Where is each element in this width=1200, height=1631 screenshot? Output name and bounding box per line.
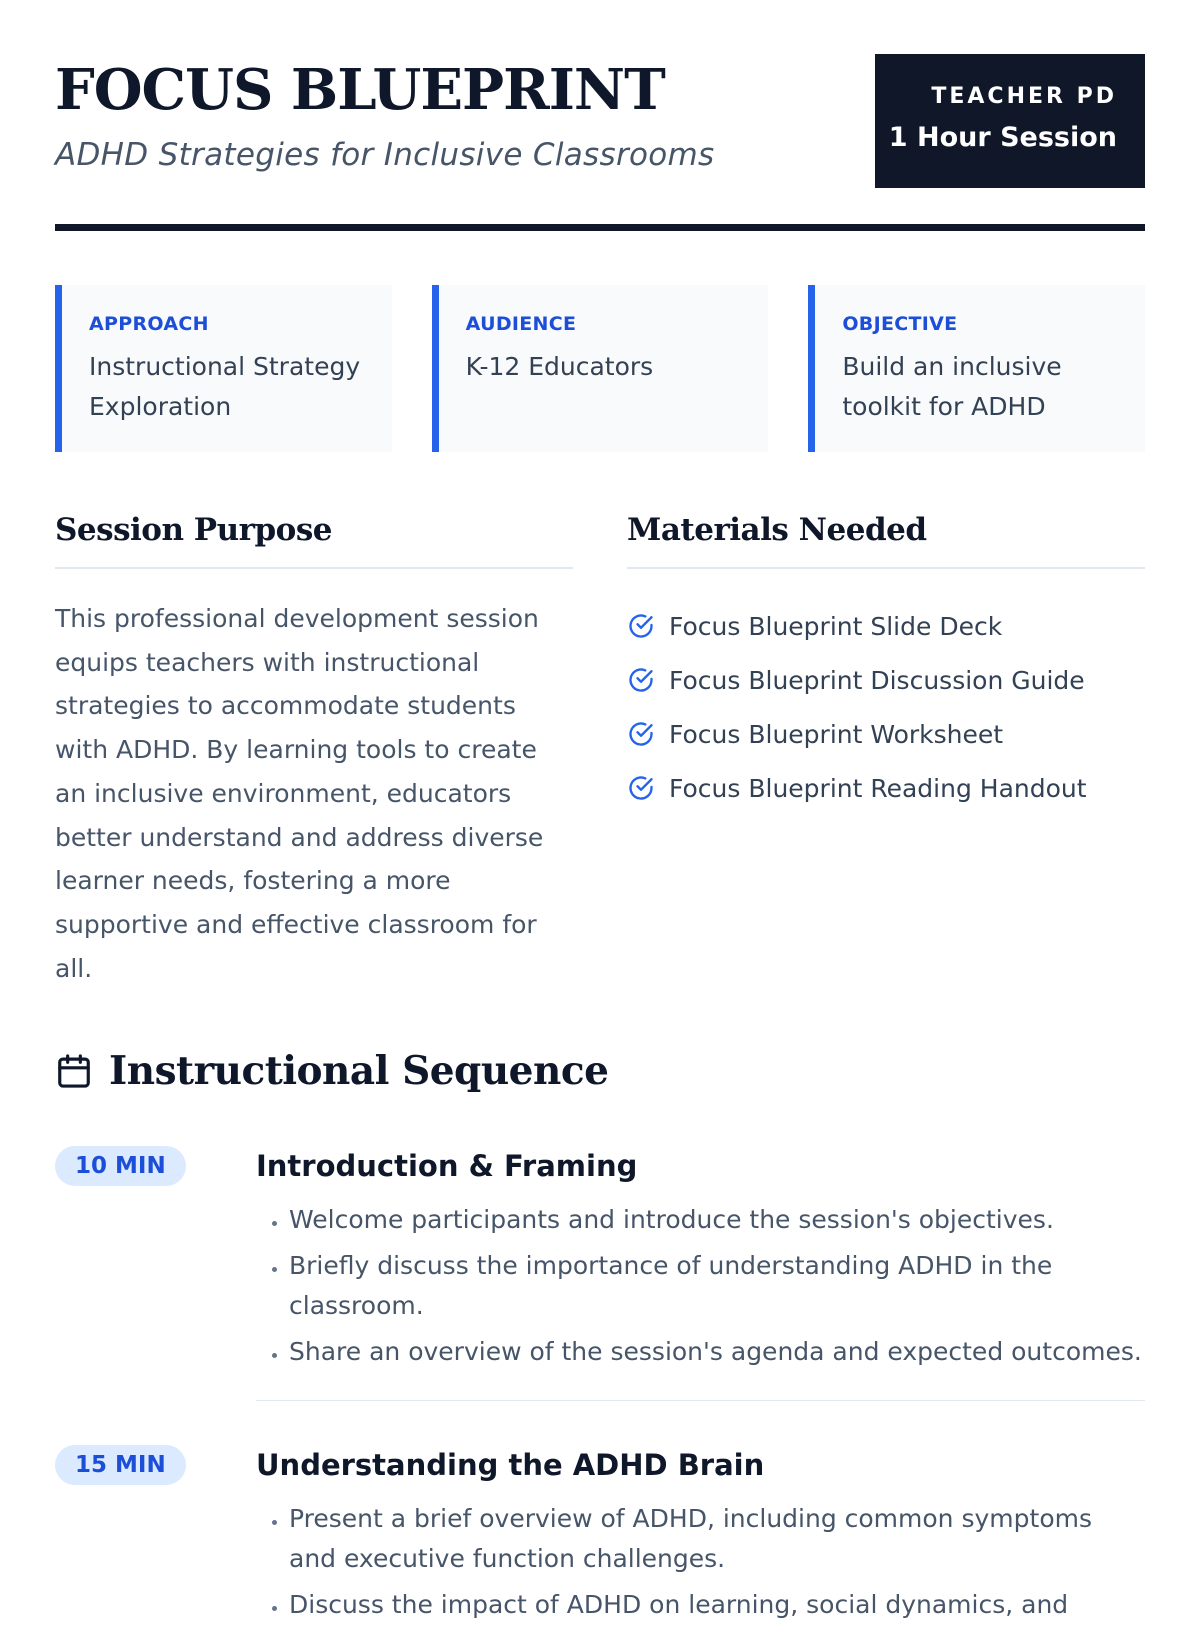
- list-item: • Discuss the impact of ADHD on learning, social dynamics, and: [289, 1585, 1145, 1625]
- header: [55, 54, 1145, 188]
- step-duration-column: [55, 1437, 256, 1631]
- card-value: K-12 Educators: [465, 352, 654, 381]
- calendar-icon: [55, 1052, 93, 1090]
- material-label: Focus Blueprint Worksheet: [669, 719, 1004, 749]
- info-card-approach: [55, 285, 392, 452]
- card-value: Instructional Strategy Exploration: [89, 352, 361, 421]
- card-label: AUDIENCE: [465, 313, 577, 335]
- card-value: Build an inclusive toolkit for ADHD: [842, 352, 1062, 421]
- material-label: Focus Blueprint Reading Handout: [669, 773, 1087, 803]
- list-item: • Share an overview of the session's agenda and expected outcomes.: [289, 1332, 1145, 1372]
- list-item: [627, 761, 1145, 815]
- duration-badge: 15 MIN: [55, 1445, 186, 1485]
- badge-category: TEACHER PD: [931, 84, 1117, 109]
- step-title: Understanding the ADHD Brain: [256, 1448, 765, 1483]
- info-cards: [55, 285, 1145, 452]
- check-circle-icon: [627, 774, 655, 802]
- check-circle-icon: [627, 612, 655, 640]
- list-item: [627, 599, 1145, 653]
- step-body: [256, 1138, 1145, 1437]
- card-label: OBJECTIVE: [842, 313, 958, 335]
- header-divider: [55, 224, 1145, 231]
- badge-duration: 1 Hour Session: [888, 122, 1117, 153]
- check-circle-icon: [627, 666, 655, 694]
- step-title: Introduction & Framing: [256, 1149, 638, 1184]
- material-label: Focus Blueprint Slide Deck: [669, 611, 1003, 641]
- info-card-objective: [808, 285, 1145, 452]
- section-heading: Materials Needed: [627, 510, 1145, 569]
- sequence-step: [55, 1437, 1145, 1631]
- list-item: [627, 653, 1145, 707]
- duration-badge: 10 MIN: [55, 1146, 186, 1186]
- materials-list: [627, 599, 1145, 815]
- step-divider: [256, 1400, 1145, 1401]
- purpose-materials-columns: [55, 510, 1145, 990]
- page-title: FOCUS BLUEPRINT: [55, 57, 665, 123]
- check-circle-icon: [627, 720, 655, 748]
- card-label: APPROACH: [89, 313, 209, 335]
- list-item: • Briefly discuss the importance of understanding ADHD in the classroom.: [289, 1246, 1145, 1326]
- sequence-step: [55, 1138, 1145, 1437]
- materials-section: [627, 510, 1145, 990]
- section-heading: Instructional Sequence: [109, 1048, 609, 1095]
- purpose-text: This professional development session equips teachers with instructional strategies to accommodate students with ADHD. By learning tools to create an inclusive environment, educators better understand and address diverse learner needs, fostering a more supportive and effective classroom for all.: [55, 604, 544, 983]
- session-purpose-section: [55, 510, 573, 990]
- list-item: • Welcome participants and introduce the session's objectives.: [289, 1200, 1145, 1240]
- step-body: [256, 1437, 1145, 1631]
- step-bullets: [256, 1499, 1145, 1625]
- section-heading: Session Purpose: [55, 510, 573, 569]
- material-label: Focus Blueprint Discussion Guide: [669, 665, 1085, 695]
- info-card-audience: [432, 285, 769, 452]
- list-item: [627, 707, 1145, 761]
- list-item: • Present a brief overview of ADHD, including common symptoms and executive function challenges.: [289, 1499, 1145, 1579]
- session-badge: [875, 54, 1145, 188]
- sequence-heading: [55, 1048, 1145, 1094]
- page-subtitle: ADHD Strategies for Inclusive Classrooms: [55, 137, 715, 173]
- step-duration-column: [55, 1138, 256, 1437]
- step-bullets: [256, 1200, 1145, 1372]
